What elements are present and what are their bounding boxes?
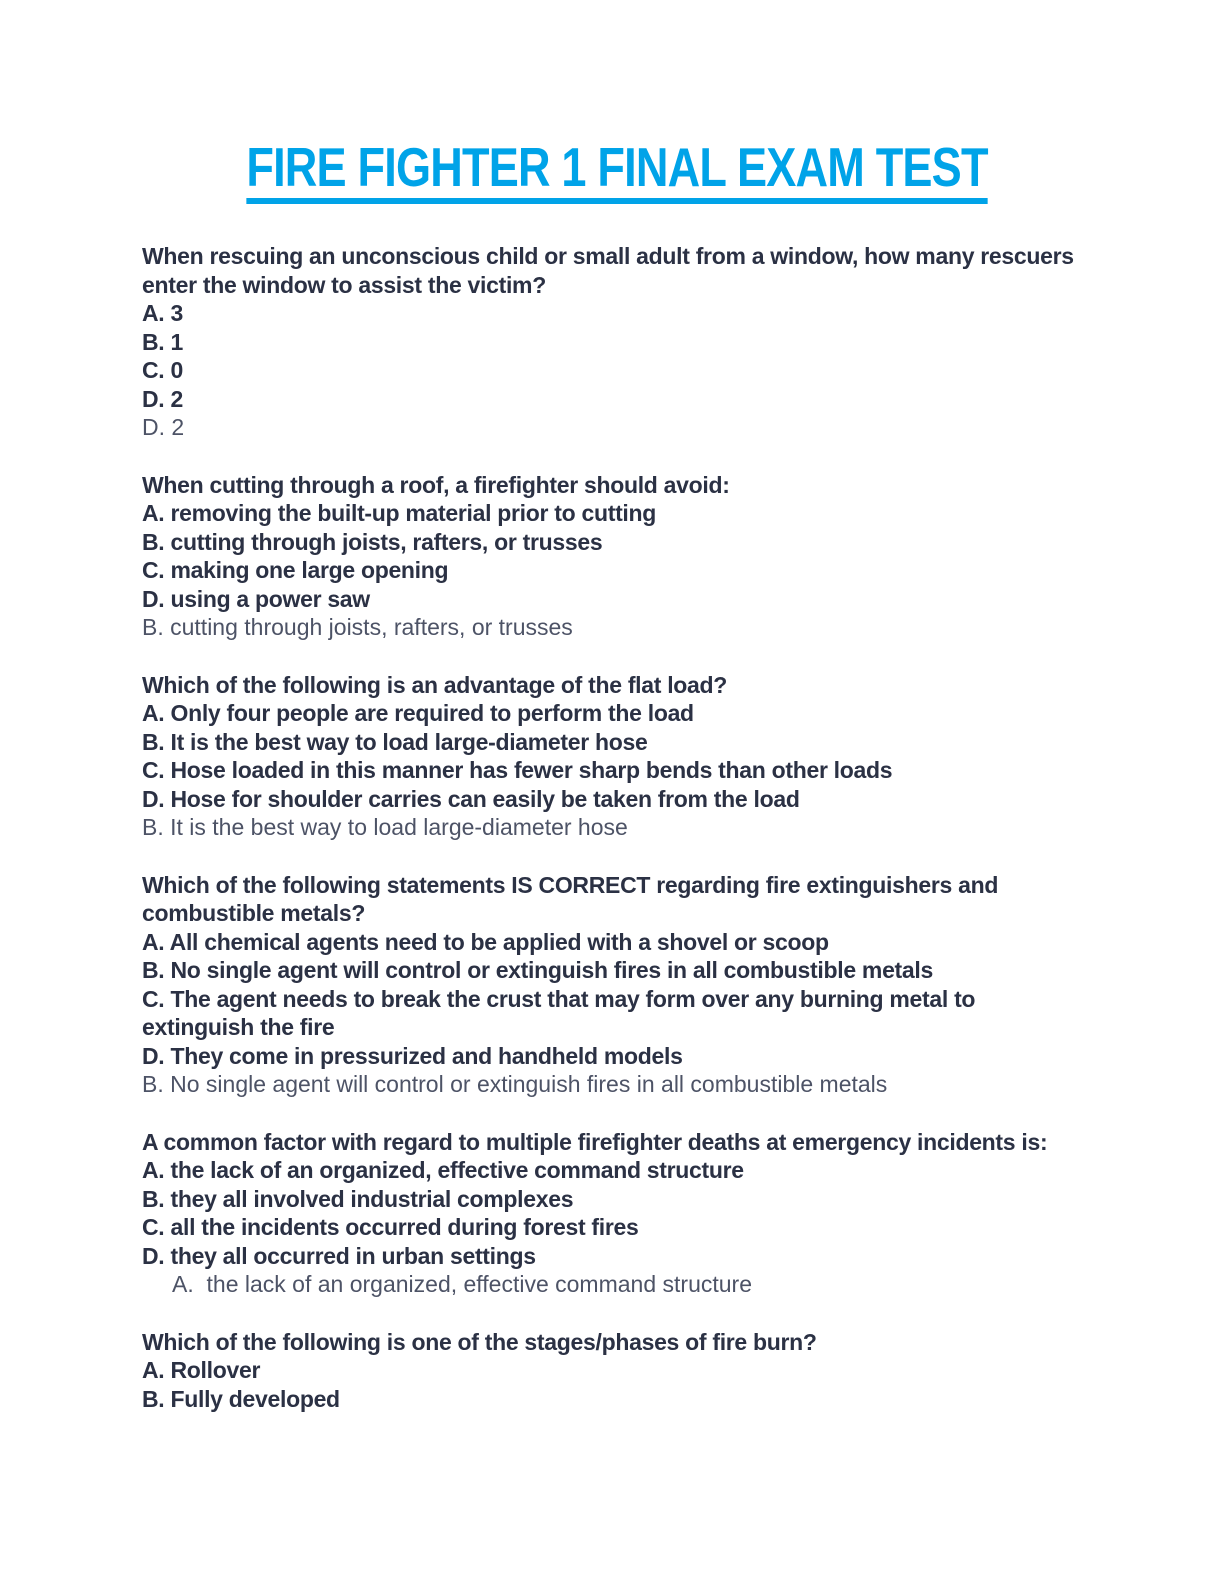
option-text: D. They come in pressurized and handheld models bbox=[142, 1042, 683, 1069]
question-text: Which of the following is one of the stages/phases of fire burn? bbox=[142, 1328, 817, 1355]
answer-text: B. No single agent will control or extinguish fires in all combustible metals bbox=[142, 1071, 888, 1097]
option-text: C. making one large opening bbox=[142, 557, 449, 583]
option-text: D. they all occurred in urban settings bbox=[142, 1242, 536, 1269]
question-list bbox=[142, 242, 1092, 1413]
option-text: C. all the incidents occurred during forest fires bbox=[142, 1214, 639, 1240]
option-text: D. using a power saw bbox=[142, 585, 370, 612]
option-text: D. 2 bbox=[142, 385, 183, 412]
question-text: Which of the following is an advantage of the flat load? bbox=[142, 671, 728, 698]
option-text: C. The agent needs to break the crust that may form over any burning metal to extinguish the fire bbox=[142, 985, 976, 1040]
option-text: B. It is the best way to load large-diameter hose bbox=[142, 728, 648, 755]
question-text: When cutting through a roof, a firefighter should avoid: bbox=[142, 471, 730, 498]
option-text: D. Hose for shoulder carries can easily be taken from the load bbox=[142, 785, 800, 812]
document-page bbox=[142, 136, 1092, 1442]
option-text: C. 0 bbox=[142, 357, 183, 383]
option-list bbox=[142, 1156, 1092, 1270]
option-text: B. they all involved industrial complexes bbox=[142, 1185, 574, 1212]
answer-text: D. 2 bbox=[142, 414, 185, 440]
option-text: A. Only four people are required to perform the load bbox=[142, 700, 694, 726]
question-text: A common factor with regard to multiple firefighter deaths at emergency incidents is: bbox=[142, 1128, 1048, 1155]
question-block bbox=[142, 471, 1092, 642]
option-text: A. the lack of an organized, effective command structure bbox=[142, 1157, 744, 1183]
question-text: When rescuing an unconscious child or small adult from a window, how many rescuers enter the window to assist the victim? bbox=[142, 243, 1074, 298]
option-text: B. No single agent will control or extinguish fires in all combustible metals bbox=[142, 957, 933, 983]
option-text: A. removing the built-up material prior to cutting bbox=[142, 500, 657, 526]
option-text: A. 3 bbox=[142, 300, 183, 326]
question-block bbox=[142, 871, 1092, 1099]
option-text: C. Hose loaded in this manner has fewer sharp bends than other loads bbox=[142, 757, 893, 783]
question-text: Which of the following statements IS CORRECT regarding fire extinguishers and combustible metals? bbox=[142, 871, 999, 926]
question-block bbox=[142, 1128, 1092, 1299]
answer-text: B. cutting through joists, rafters, or trusses bbox=[142, 614, 573, 640]
page-title: FIRE FIGHTER 1 FINAL EXAM TEST bbox=[246, 140, 987, 204]
question-block bbox=[142, 1328, 1092, 1414]
option-text: B. 1 bbox=[142, 328, 183, 355]
option-list bbox=[142, 699, 1092, 813]
option-list bbox=[142, 928, 1092, 1071]
option-text: B. Fully developed bbox=[142, 1385, 340, 1412]
option-list bbox=[142, 499, 1092, 613]
option-text: A. All chemical agents need to be applied with a shovel or scoop bbox=[142, 928, 829, 955]
question-block bbox=[142, 242, 1092, 442]
option-text: B. cutting through joists, rafters, or trusses bbox=[142, 528, 603, 555]
answer-text: A. the lack of an organized, effective command structure bbox=[172, 1271, 752, 1297]
option-list bbox=[142, 1356, 1092, 1413]
question-block bbox=[142, 671, 1092, 842]
answer-text: B. It is the best way to load large-diameter hose bbox=[142, 814, 628, 840]
title-container bbox=[142, 136, 1092, 204]
option-text: A. Rollover bbox=[142, 1357, 261, 1383]
option-list bbox=[142, 299, 1092, 413]
